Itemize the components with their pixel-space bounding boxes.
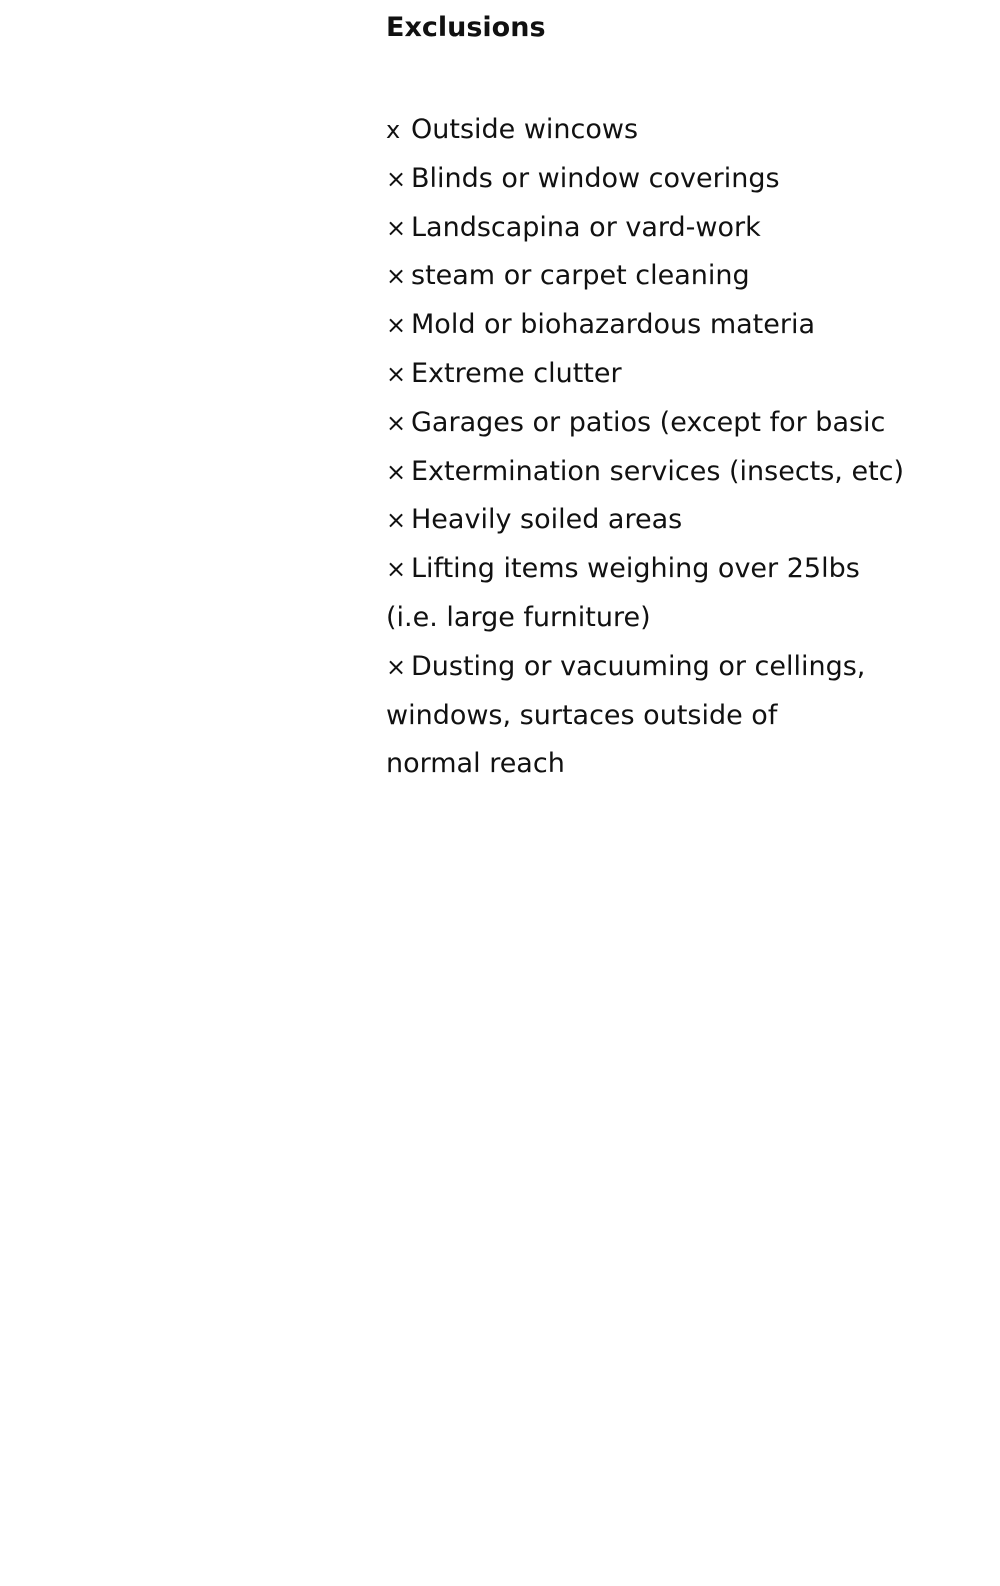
x-mark-icon: × xyxy=(386,408,407,437)
exclusions-list xyxy=(386,106,986,789)
exclusion-item-text: Landscapina or vard-work xyxy=(411,211,761,243)
x-mark-icon: × xyxy=(386,359,407,388)
x-mark-icon: × xyxy=(386,506,407,535)
exclusion-item xyxy=(386,399,986,448)
x-mark-icon: × xyxy=(386,311,407,340)
exclusion-item-text: Blinds or window coverings xyxy=(411,162,780,194)
exclusion-item xyxy=(386,643,986,692)
x-mark-icon: × xyxy=(386,652,407,681)
exclusion-item xyxy=(386,350,986,399)
exclusion-item xyxy=(386,204,986,253)
exclusion-item-text: Lifting items weighing over 25lbs xyxy=(411,553,860,585)
exclusion-item-text: Extreme clutter xyxy=(411,357,622,389)
exclusions-section xyxy=(386,8,986,789)
exclusion-item xyxy=(386,106,986,155)
exclusion-item-text: steam or carpet cleaning xyxy=(411,260,750,292)
exclusion-item xyxy=(386,496,986,545)
exclusion-item-text: Dusting or vacuuming or cellings, xyxy=(411,650,866,682)
exclusion-item xyxy=(386,301,986,350)
exclusions-heading: Exclusions xyxy=(386,12,546,43)
exclusion-item xyxy=(386,252,986,301)
exclusion-item xyxy=(386,448,986,497)
x-mark-icon: × xyxy=(386,213,407,242)
x-mark-icon: × xyxy=(386,555,407,584)
exclusion-item xyxy=(386,545,986,594)
exclusion-item-continuation: windows, surtaces outside of xyxy=(386,699,778,731)
exclusion-item-text: Mold or biohazardous materia xyxy=(411,309,816,341)
exclusion-item-text: Extermination services (insects, etc) xyxy=(411,455,905,487)
exclusion-item-text: Heavily soiled areas xyxy=(411,504,683,536)
x-mark-icon: × xyxy=(386,457,407,486)
exclusion-item-text: Outside wincows xyxy=(411,114,639,145)
x-mark-icon: x xyxy=(386,116,401,144)
exclusion-item-continuation: (i.e. large furniture) xyxy=(386,601,651,633)
exclusion-item xyxy=(386,155,986,204)
exclusion-item-continuation: normal reach xyxy=(386,748,565,780)
exclusion-item-text: Garages or patios (except for basic xyxy=(411,406,886,438)
x-mark-icon: × xyxy=(386,164,407,193)
x-mark-icon: × xyxy=(386,262,407,291)
